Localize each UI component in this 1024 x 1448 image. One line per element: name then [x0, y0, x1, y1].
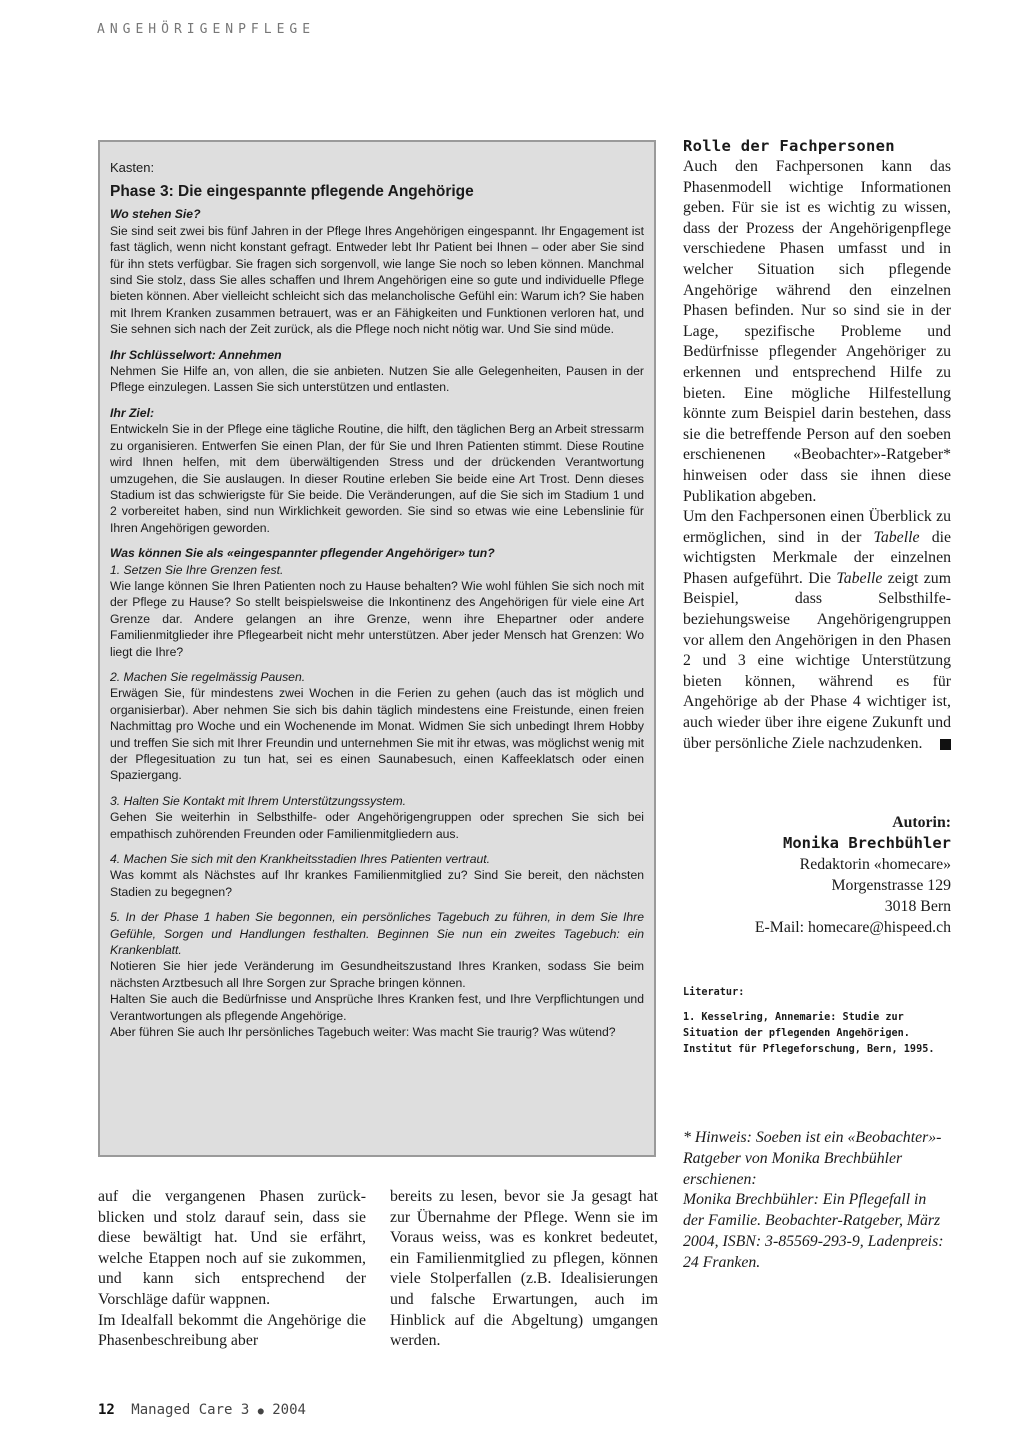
box-heading: Was können Sie als «eingespannter pflegender Angehöriger» tun? — [110, 546, 495, 561]
box-item-5 — [110, 909, 644, 1040]
author-label: Autorin: — [892, 814, 951, 831]
end-mark-icon — [940, 739, 951, 750]
body-paragraph: Auch den Fachpersonen kann das Phasenmodell wichtige Informationen geben. Für sie ist es wichtig zu wissen, dass der Prozess der Angehörigenpflege verschiedene Phasen umfasst und in welcher Situation sich pflegende Angehörige während den einzelnen Phasen befinden. Nur so sind sie in der Lage, spezifische Probleme und Bedürfnisse pflegender Angehöriger zu erkennen und entsprechend Hilfe zu bieten. Eine mögliche Hilfestellung könnte zum Beispiel darin bestehen, dass sie die betreffende Person auf den soeben erschienenen «Beobachter»-Ratgeber* hinweisen oder dass sie ihnen diese Publikation abgeben. — [683, 158, 951, 505]
footnote-paragraph: Monika Brechbühler: Ein Pflegefall in der Familie. Beobachter-Ratgeber, März 2004, ISBN: 3-85569-293-9, Ladenpreis: 24 Franken. — [683, 1191, 944, 1271]
bullet-icon: ● — [257, 1406, 264, 1417]
table-reference: Tabelle — [836, 569, 883, 587]
box-item-3 — [110, 793, 644, 842]
box-kicker: Kasten: — [110, 160, 155, 175]
box-paragraph: Sie sind seit zwei bis fünf Jahren in der Pflege Ihres Angehörigen eingespannt. Ihr Engagement ist fast täglich, wenn nicht konstant gefragt. Entweder lebt Ihr Patient bei Ihnen – oder aber Sie sind für ihn stets verfügbar. Sie fragen sich sorgenvoll, wie lange Sie noch so leben können. Manchmal sind Sie stolz, dass Sie alles schaffen und Ihrem Angehörigen eine so gute und individuelle Pflege bieten können. Aber vielleicht schleicht sich das melancholische Gefühl ein: Warum ich? Sie haben mit Ihrem Kranken zusammen betrauert, was er an Fähigkeiten und Funktionen verloren hat, und Sie sehnen sich nach der Zeit zurück, als die Pflege noch nicht nötig war. Und Sie sind müde. — [110, 223, 644, 337]
year: 2004 — [272, 1402, 306, 1418]
body-column-left — [98, 1187, 366, 1352]
box-heading: Ihr Schlüsselwort: Annehmen — [110, 347, 282, 362]
box-item-2 — [110, 669, 644, 784]
author-city: 3018 Bern — [884, 898, 951, 915]
footnote-block — [683, 1128, 951, 1274]
literature-item: 1. Kesselring, Annemarie: Studie zur Situation der pflegenden Angehörigen. Institut für Pflegeforschung, Bern, 1995. — [683, 1012, 935, 1055]
author-name: Monika Brechbühler — [783, 834, 951, 852]
box-paragraph: Wie lange können Sie Ihren Patienten noch zu Hause behalten? Wie wohl fühlen Sie sich noch mit der Pflege zu Hause? So stellt beispielsweise die Inkontinenz des Angehörigen für viele eine Art Grenze dar. Andere gelangen an ihre Grenze, wenn ihre Ehepartner oder andere Familienmitglieder ihre Pflegearbeit nicht mehr unterstützen. Aber jeder Mensch hat Grenzen: Wo liegt die Ihre? — [110, 578, 644, 659]
table-reference: Tabelle — [873, 528, 920, 546]
section-kicker: ANGEHÖRIGENPFLEGE — [97, 22, 316, 37]
literature-heading: Literatur: — [683, 987, 745, 998]
box-section-todo — [110, 545, 644, 660]
box-paragraph: Halten Sie auch die Bedürfnisse und Ansprüche Ihres Kranken fest, und Ihre Verpflichtungen und Verantwortungen als pflegende Angehörige. — [110, 992, 644, 1023]
journal-name: Managed Care — [131, 1402, 233, 1418]
box-paragraph: Notieren Sie hier jede Veränderung im Gesundheitszustand Ihres Kranken, sodass Sie beim nächsten Arztbesuch all Ihre Sorgen zur Sprache bringen können. — [110, 959, 644, 990]
box-item-heading: 1. Setzen Sie Ihre Grenzen fest. — [110, 562, 284, 577]
body-column-right — [683, 135, 951, 754]
body-paragraph: auf die vergangenen Phasen zurückblicken und stolz darauf sein, dass sie diese bewältigt hat. Und sie erfährt, welche Etappen noch auf sie zukommen, und kann sich entsprechend der Vorschläge dafür wappnen. — [98, 1188, 366, 1308]
info-box — [98, 140, 656, 1157]
box-item-heading: 2. Machen Sie regelmässig Pausen. — [110, 669, 306, 684]
body-column-middle — [390, 1187, 658, 1352]
text-run: Um den Fachpersonen einen Überblick zu ermöglichen, sind in der — [683, 508, 951, 546]
box-heading: Wo stehen Sie? — [110, 207, 201, 222]
issue-number: 3 — [240, 1402, 250, 1418]
text-run: zeigt zum Beispiel, dass Selbsthilfe- beziehungsweise Angehörigengruppen vor allem den Angehörigen in den Phasen 2 und 3 eine wichtige Unterstützung bieten können, während es für Angehörige ab der Phase 4 wichtiger ist, auch wieder über ihre eigene Zukunft und über persönliche Ziele nachzudenken. — [683, 569, 951, 752]
page-number: 12 — [98, 1402, 115, 1418]
box-title: Phase 3: Die eingespannte pflegende Angehörige — [110, 183, 474, 201]
body-paragraph: Im Idealfall bekommt die Angehörige die Phasenbeschreibung aber — [98, 1311, 366, 1350]
box-item-heading: 5. In der Phase 1 haben Sie begonnen, ein persönliches Tagebuch zu führen, in dem Sie Ihre Gefühle, Sorgen und Handlungen festhalten. Beginnen Sie nun ein zweites Tagebuch: ein Krankenblatt. — [110, 910, 644, 958]
body-paragraph: bereits zu lesen, bevor sie Ja gesagt hat zur Übernahme der Pflege. Wenn sie im Voraus weiss, was es konkret bedeutet, ein Familienmitglied zu pflegen, können viele Stolperfallen (z.B. Idealisierungen und falsche Erwartungen, auch im Hinblick auf die Abgeltung) umgangen werden. — [390, 1188, 658, 1350]
author-role: Redaktorin «homecare» — [799, 856, 951, 873]
box-section-where — [110, 206, 644, 337]
box-paragraph: Aber führen Sie auch Ihr persönliches Tagebuch weiter: Was macht Sie traurig? Was wütend? — [110, 1025, 616, 1040]
section-title: Rolle der Fachpersonen — [683, 137, 895, 155]
text-run: die wichtigsten Merkmale der einzelnen Phasen aufgeführt. Die — [683, 528, 951, 587]
box-paragraph: Was kommt als Nächstes auf Ihr krankes Familienmitglied zu? Sind Sie bereit, den nächsten Stadien zu begegnen? — [110, 868, 644, 899]
box-item-heading: 3. Halten Sie Kontakt mit Ihrem Unterstützungssystem. — [110, 793, 407, 808]
box-paragraph: Entwickeln Sie in der Pflege eine tägliche Routine, die hilft, den täglichen Berg an Arbeit stressarm zu organisieren. Entwerfen Sie einen Plan, der für Sie und Ihren Patienten stimmt. Diese Routine wird Ihnen helfen, mit dem überwältigenden Stress und der drückenden Verantwortung umzugehen, die Sie auslaugen. In dieser Routine erleben Sie beide eine Art Trost. Denn dieses Stadium ist das schwierigste für Sie beide. Die Veränderungen, auf die Sie sich im Stadium 1 und 2 vorbereitet haben, sind nun Wirklichkeit geworden. Sie sind so etwas wie eine Lebenslinie für Ihren Angehörigen geworden. — [110, 422, 644, 535]
footnote-paragraph: * Hinweis: Soeben ist ein «Beobachter»-Ratgeber von Monika Brechbühler erschienen: — [683, 1129, 942, 1188]
box-section-goal — [110, 405, 644, 536]
box-item-heading: 4. Machen Sie sich mit den Krankheitsstadien Ihres Patienten vertraut. — [110, 852, 491, 867]
author-block — [683, 812, 951, 938]
author-email[interactable]: E-Mail: homecare@hispeed.ch — [754, 919, 951, 936]
box-paragraph: Gehen Sie weiterhin in Selbsthilfe- oder Angehörigengruppen oder sprechen Sie sich bei empathisch zuhörenden Freunden oder Familienmitgliedern aus. — [110, 810, 644, 841]
box-heading: Ihr Ziel: — [110, 405, 155, 420]
box-paragraph: Erwägen Sie, für mindestens zwei Wochen in die Ferien zu gehen (auch das ist möglich und organisierbar). Aber nehmen Sie sich bis dahin täglich mindestens eine Freistunde, einen freien Nachmittag pro Woche und ein Wochenende im Monat. Widmen Sie sich unbedingt Ihrem Hobby und treffen Sie sich mit Ihrer Freundin und unternehmen Sie mit ihr etwas, was möglichst wenig mit der Pflegesituation zu tun hat, sei es einen Saunabesuch, einen Kaffeeklatsch oder einen Spaziergang. — [110, 686, 644, 783]
box-item-4 — [110, 851, 644, 900]
author-street: Morgenstrasse 129 — [831, 877, 951, 894]
box-section-keyword — [110, 347, 644, 396]
body-paragraph — [683, 507, 951, 754]
page-footer — [98, 1402, 306, 1418]
literature-block — [683, 985, 951, 1058]
box-paragraph: Nehmen Sie Hilfe an, von allen, die sie anbieten. Nutzen Sie alle Gelegenheiten, Pausen in der Pflege einzulegen. Lassen Sie sich unterstützen und entlasten. — [110, 364, 644, 395]
